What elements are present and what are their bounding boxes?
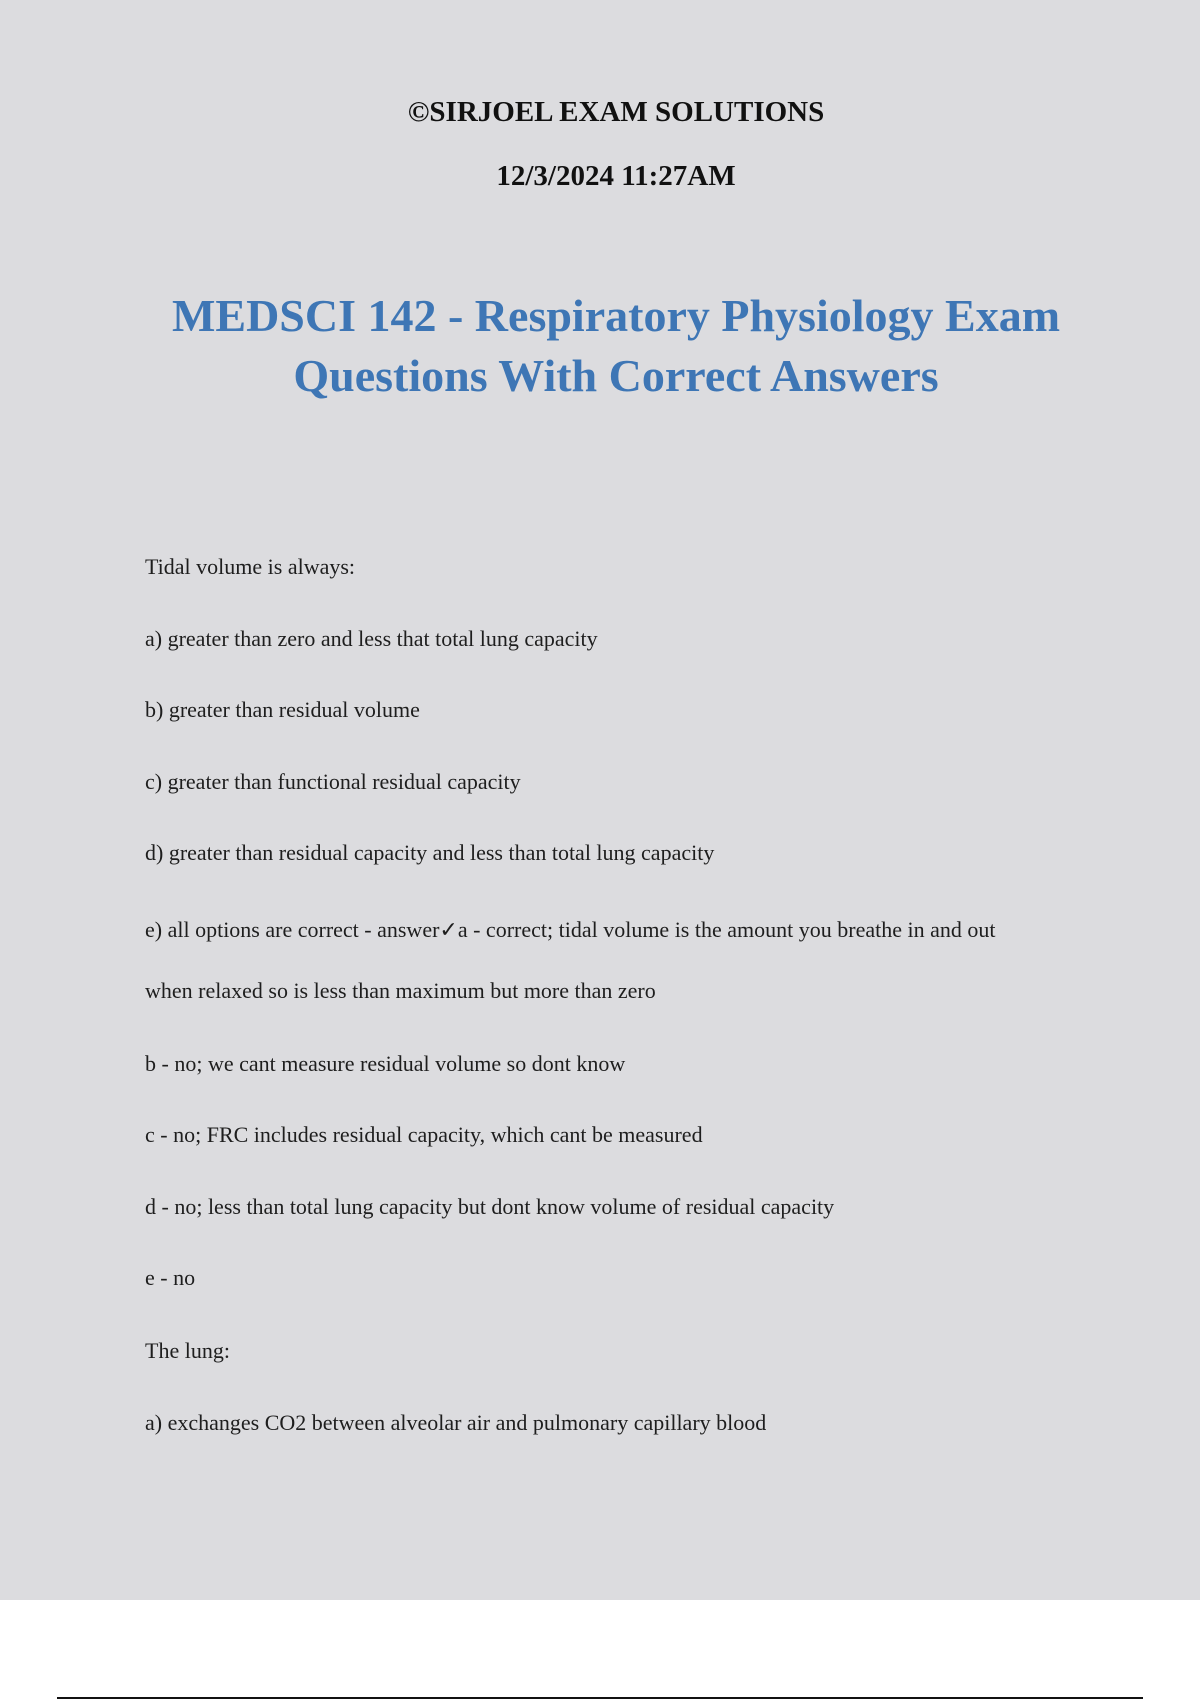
title-line-1: MEDSCI 142 - Respiratory Physiology Exam bbox=[171, 290, 1061, 341]
explanation-b: b - no; we cant measure residual volume so dont know bbox=[145, 1051, 626, 1076]
option-c: c) greater than functional residual capacity bbox=[145, 769, 521, 794]
option-d: d) greater than residual capacity and less than total lung capacity bbox=[145, 840, 715, 865]
footer-divider bbox=[57, 1697, 1143, 1699]
question-stem: The lung: bbox=[145, 1338, 230, 1363]
explanation-c: c - no; FRC includes residual capacity, which cant be measured bbox=[145, 1122, 703, 1147]
title-line-2: Questions With Correct Answers bbox=[293, 350, 939, 401]
document-title bbox=[110, 286, 1122, 406]
watermark-brand: ©SIRJOEL EXAM SOLUTIONS bbox=[407, 96, 825, 128]
option-e-with-answer: e) all options are correct - answer✓a - correct; tidal volume is the amount you breathe in and out bbox=[145, 917, 996, 942]
answer-continuation: when relaxed so is less than maximum but more than zero bbox=[145, 978, 656, 1003]
explanation-e: e - no bbox=[145, 1265, 196, 1290]
option-a: a) exchanges CO2 between alveolar air and pulmonary capillary blood bbox=[145, 1410, 767, 1435]
explanation-d: d - no; less than total lung capacity but dont know volume of residual capacity bbox=[145, 1194, 835, 1219]
option-b: b) greater than residual volume bbox=[145, 697, 420, 722]
question-stem: Tidal volume is always: bbox=[145, 554, 356, 579]
option-a: a) greater than zero and less that total lung capacity bbox=[145, 626, 598, 651]
document-datetime: 12/3/2024 11:27AM bbox=[496, 160, 736, 192]
